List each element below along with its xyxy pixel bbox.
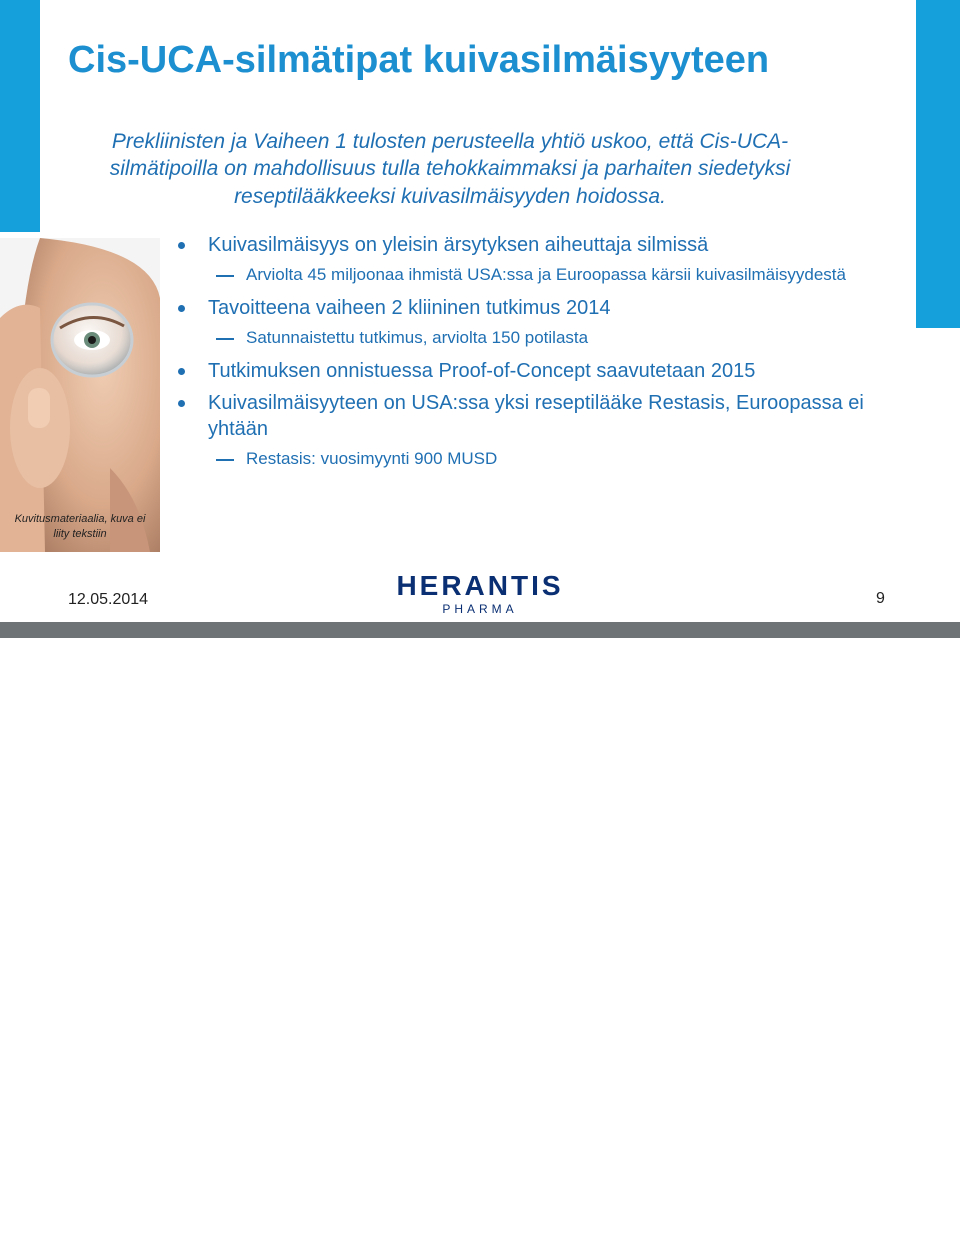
sub-bullet-text: Satunnaistettu tutkimus, arviolta 150 potilasta (246, 327, 589, 347)
bullet-dot-icon (178, 400, 185, 407)
logo-subtitle: PHARMA (442, 602, 518, 616)
page-number: 9 (876, 590, 885, 607)
dash-icon (216, 459, 234, 461)
bullet-list (172, 232, 892, 479)
dash-icon (216, 338, 234, 340)
sub-bullet-item (172, 264, 892, 287)
dash-icon (216, 275, 234, 277)
herantis-logo (382, 572, 578, 616)
sub-bullet-text: Restasis: vuosimyynti 900 MUSD (246, 448, 498, 468)
sub-bullet-text: Arviolta 45 miljoonaa ihmistä USA:ssa ja Euroopassa kärsii kuivasilmäisyydestä (246, 265, 846, 284)
footer-bar (0, 622, 960, 1257)
slide-title: Cis-UCA-silmätipat kuivasilmäisyyteen (68, 39, 770, 81)
eye-lens-photo (0, 238, 160, 552)
bullet-item (172, 295, 892, 321)
bullet-item (172, 232, 892, 258)
photo-caption: Kuvitusmateriaalia, kuva ei liity tekstiin (14, 513, 146, 540)
sub-bullet-item (172, 448, 892, 471)
bullet-dot-icon (178, 242, 185, 249)
accent-bar-right (916, 0, 960, 328)
bullet-text: Kuivasilmäisyyteen on USA:ssa yksi reseptilääke Restasis, Euroopassa ei yhtään (208, 391, 864, 440)
bullet-dot-icon (178, 305, 185, 312)
logo-wordmark: HERANTIS (396, 570, 564, 601)
sub-bullet-item (172, 327, 892, 350)
intro-text: Prekliinisten ja Vaiheen 1 tulosten perusteella yhtiö uskoo, että Cis-UCA-silmätipoilla on mahdollisuus tulla tehokkaimmaksi ja parhaiten siedetyksi reseptilääkkeeksi kuivasilmäisyyden hoidossa. (109, 130, 791, 208)
bullet-text: Tavoitteena vaiheen 2 kliininen tutkimus 2014 (208, 296, 611, 319)
bullet-text: Tutkimuksen onnistuessa Proof-of-Concept saavutetaan 2015 (208, 359, 756, 382)
bullet-item (172, 358, 892, 384)
footer-date: 12.05.2014 (68, 591, 149, 608)
accent-bar-left (0, 0, 40, 232)
bullet-text: Kuivasilmäisyys on yleisin ärsytyksen aiheuttaja silmissä (208, 234, 709, 256)
copyright-text: Copyright © 2014 HERANTIS PHARMA Plc. All rights reserved. (609, 1245, 918, 1257)
bullet-item (172, 390, 892, 442)
bullet-dot-icon (178, 368, 185, 375)
